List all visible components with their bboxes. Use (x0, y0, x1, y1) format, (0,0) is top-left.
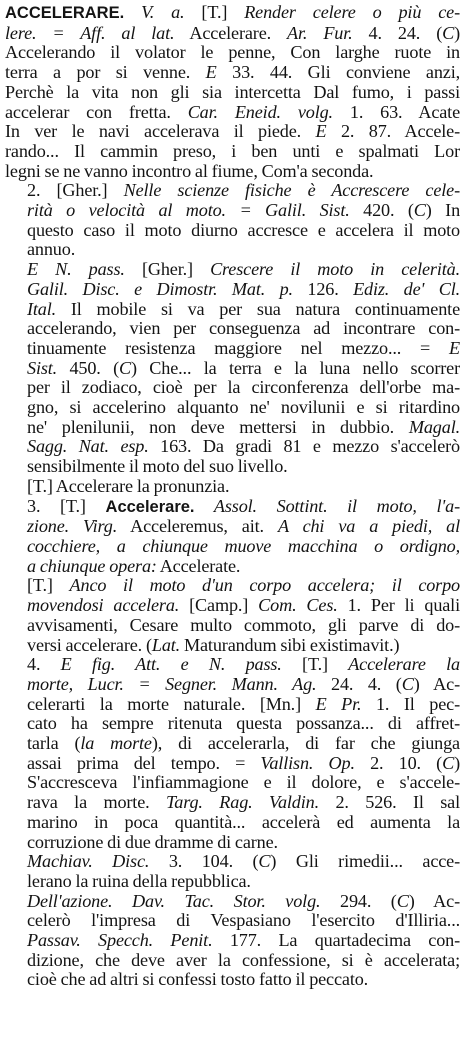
text-line (5, 911, 460, 931)
italic-text: Ar. Fur. (287, 23, 353, 43)
italic-text: Accelerare la (348, 655, 460, 675)
text-line (5, 497, 460, 518)
text-line (5, 319, 460, 339)
text: 294. ( (320, 891, 397, 911)
text-line (5, 892, 460, 912)
italic-text: rità o velocità al moto. = Galil. Sist. (27, 201, 350, 221)
text-line (5, 221, 460, 241)
italic-text: Targ. Rag. Valdin. (166, 793, 319, 813)
text-line (5, 24, 460, 44)
text: cioè che ad altri si confessi tosto fatto il peccato. (27, 970, 369, 990)
text: 2. 87. Accele- (326, 122, 460, 142)
text: ) Che... la terra e la luna nello scorrer (131, 358, 460, 378)
text-line (5, 240, 460, 260)
italic-text: Galil. Disc. e Dimostr. Mat. p. (27, 279, 293, 299)
text-line (5, 773, 460, 793)
italic-text: morte, Lucr. = Segner. Mann. Ag. (27, 674, 317, 694)
headword: ACCELERARE. (5, 4, 125, 22)
text: Perchè la vita non gli sia intercetta Dal fumo, i passi (5, 82, 460, 102)
text: [Camp.] (179, 596, 259, 616)
text: gno, si accelerino alquanto ne' novilunii e si ritardino (27, 398, 460, 418)
italic-text: C (396, 891, 409, 911)
text: annuo. (27, 240, 76, 260)
headword: Accelerare. (105, 497, 195, 516)
italic-text: lere. = Aff. al lat. (5, 23, 175, 43)
text: S'accresceva l'infiammagione e il dolore, e s'accele- (27, 773, 460, 793)
italic-text: Sist. (27, 358, 58, 378)
text-line (5, 636, 460, 656)
text-line (5, 280, 460, 300)
text: 177. La quartadecima con- (212, 931, 460, 951)
text: ) In (425, 201, 460, 221)
text: ) Ac- (413, 674, 460, 694)
text-line (5, 3, 460, 24)
text-line (5, 793, 460, 813)
text: 3. [T.] (27, 496, 106, 516)
text: sensibilmente il moto del suo livello. (27, 457, 288, 477)
text-line (5, 517, 460, 537)
italic-text: Dell'azione. Dav. Tac. Stor. volg. (27, 891, 321, 911)
italic-text: Ediz. de' Cl. (353, 279, 460, 299)
text: Accelerando il volator le penne, Con larghe ruote in (5, 43, 460, 63)
text: terra a por si venne. (5, 63, 206, 83)
text-line (5, 655, 460, 675)
italic-text: cocchiere, a chiunque muove macchina o ordigno, (27, 536, 460, 556)
italic-text: E (315, 122, 327, 142)
text: 2. 526. Il sal (319, 793, 460, 813)
text: 33. 44. Gli conviene anzi, (216, 63, 460, 83)
italic-text: Nelle scienze fisiche è Accrescere cele- (123, 181, 460, 201)
text: [T.] (281, 655, 349, 675)
italic-text: Ital. (27, 299, 57, 319)
text: legni se ne vanno incontro al fiume, Com'a seconda. (5, 161, 374, 181)
text-line (5, 813, 460, 833)
text-line (5, 201, 460, 221)
text: [T.] (184, 3, 245, 22)
text: ) Ac- (408, 891, 460, 911)
text: 1. Il pec- (361, 694, 460, 714)
text: In ver le navi accelerava il piede. (5, 122, 316, 142)
text-line (5, 418, 460, 438)
text: 24. 4. ( (316, 674, 402, 694)
italic-text: Magal. (408, 417, 460, 437)
text-line (5, 833, 460, 853)
text: marino in poca quantità... accelerà ed aumenta la (27, 812, 460, 832)
text: Accelerate. (156, 556, 241, 576)
text: [Gher.] (124, 260, 211, 280)
text: rava la morte. (27, 793, 166, 813)
text: [T.] (27, 576, 70, 596)
text-line (5, 103, 460, 123)
text: tinuamente resistenza maggiore nel mezzo... = (27, 338, 450, 358)
text: 420. ( (349, 201, 414, 221)
text-line (5, 537, 460, 557)
text: Accelerare. (174, 23, 288, 43)
text-line (5, 359, 460, 379)
italic-text: Com. Ces. (258, 596, 338, 616)
italic-text: Machiav. Disc. (27, 852, 150, 872)
italic-text: C (401, 674, 414, 694)
text-line (5, 300, 460, 320)
text: 1. 63. Acate (332, 102, 460, 122)
text: 163. Da gradi 81 e mezzo s'accelerò (148, 437, 460, 457)
text: 3. 104. ( (149, 852, 259, 872)
text-line (5, 695, 460, 715)
text: celerarti la morte naturale. [Mn.] (27, 694, 316, 714)
text: 2. 10. ( (354, 753, 443, 773)
text-line (5, 714, 460, 734)
text: assai prima del tempo. = (27, 753, 261, 773)
text-line (5, 43, 460, 63)
italic-text: Car. Eneid. volg. (187, 102, 333, 122)
text: 4. 24. ( (352, 23, 443, 43)
text: ) (454, 753, 460, 773)
text: [T.] Accelerare la pronunzia. (27, 476, 230, 496)
italic-text: Lat. (151, 635, 181, 655)
italic-text: C (442, 753, 455, 773)
italic-text: E (205, 63, 217, 83)
italic-text: C (413, 201, 426, 221)
text-line (5, 675, 460, 695)
text-line (5, 734, 460, 754)
italic-text: Sagg. Nat. esp. (27, 437, 149, 457)
italic-text: a chiunque opera: (27, 556, 157, 576)
text: 126. (292, 279, 354, 299)
text: celerò l'impresa di Vespasiano l'esercito d'Illiria... (27, 911, 460, 931)
text-line (5, 83, 460, 103)
text-line (5, 162, 460, 182)
text-line (5, 457, 460, 477)
text: 2. [Gher.] (27, 181, 124, 201)
italic-text: E N. pass. (27, 260, 125, 280)
text-line (5, 122, 460, 142)
text: corruzione di due dramme di carne. (27, 832, 278, 852)
italic-text: zione. Virg. (27, 517, 118, 537)
text-line (5, 181, 460, 201)
text-line (5, 872, 460, 892)
text-line (5, 951, 460, 971)
italic-text: Vallisn. Op. (260, 753, 355, 773)
paragraph-entry-header (5, 3, 460, 181)
text: per il zodiaco, cioè per la circonferenza dell'orbe ma- (27, 378, 460, 398)
text: questo caso il moto diurno accresce e accelera il moto (27, 220, 460, 240)
text-line (5, 616, 460, 636)
text: 4. (27, 655, 61, 675)
text: versi accelerare. ( (27, 635, 152, 655)
text-line (5, 557, 460, 577)
text: ne' plenilunii, non deve mettersi in dubbio. (27, 417, 409, 437)
text: ), di accelerarla, di far che giunga (151, 734, 460, 754)
text-line (5, 970, 460, 990)
text: lerano la ruina della repubblica. (27, 871, 251, 891)
italic-text: C (258, 852, 271, 872)
text-line (5, 754, 460, 774)
italic-text: Anco il moto d'un corpo accelera; il corpo (69, 576, 460, 596)
italic-text: movendosi accelera. (27, 596, 180, 616)
italic-text: E fig. Att. e N. pass. (60, 655, 282, 675)
italic-text: E Pr. (315, 694, 362, 714)
text: avvisamenti, Cesare multo commoto, gli parve di do- (27, 615, 460, 635)
paragraph-sense-3-example (5, 576, 460, 655)
text: tarla ( (27, 734, 81, 754)
text-line (5, 437, 460, 457)
text-line (5, 477, 460, 497)
italic-text: Passav. Specch. Penit. (27, 931, 213, 951)
text-line (5, 142, 460, 162)
text: ) (454, 23, 460, 43)
text: 450. ( (57, 358, 120, 378)
text: rando... Il cammin preso, i ben unti e spalmati Lor (5, 141, 460, 161)
text-line (5, 931, 460, 951)
paragraph-sense-3 (5, 497, 460, 577)
paragraph-sense-4 (5, 655, 460, 852)
paragraph-dell-azione (5, 892, 460, 991)
text: accelerando, vien per conseguenza ad incontrare con- (27, 319, 460, 339)
text-line (5, 398, 460, 418)
text: Acceleremus, ait. (117, 517, 278, 537)
dictionary-entry-accelerare (5, 3, 460, 990)
paragraph-sense-2-neutral-passive (5, 260, 460, 477)
text: 1. Per li quali (337, 596, 460, 616)
italic-text: V. a. (124, 3, 185, 22)
paragraph-pronunzia (5, 477, 460, 497)
paragraph-machiav (5, 852, 460, 891)
italic-text: A chi va a piedi, al (277, 517, 460, 537)
text: Maturandum sibi existimavit.) (180, 635, 400, 655)
text-line (5, 596, 460, 616)
text: accelerar con fretta. (5, 102, 188, 122)
text: dizione, che deve aver la confessione, si è accelerata; (27, 950, 460, 970)
text-line (5, 63, 460, 83)
text: Il mobile si va per sua natura continuamente (56, 299, 460, 319)
italic-text: C (119, 358, 131, 378)
italic-text: C (442, 23, 455, 43)
italic-text: Render celere o più ce- (244, 3, 460, 22)
text-line (5, 852, 460, 872)
text-line (5, 378, 460, 398)
text-line (5, 576, 460, 596)
text-line (5, 260, 460, 280)
text-line (5, 339, 460, 359)
text: ) Gli rimedii... acce- (270, 852, 460, 872)
italic-text: Crescere il moto in celerità. (210, 260, 460, 280)
text: cato ha sempre ritenuta questa possanza... di affret- (27, 714, 460, 734)
italic-text: E (449, 338, 460, 358)
paragraph-sense-2 (5, 181, 460, 260)
italic-text: Assol. Sottint. il moto, l'a- (194, 496, 460, 516)
italic-text: la morte (80, 734, 152, 754)
